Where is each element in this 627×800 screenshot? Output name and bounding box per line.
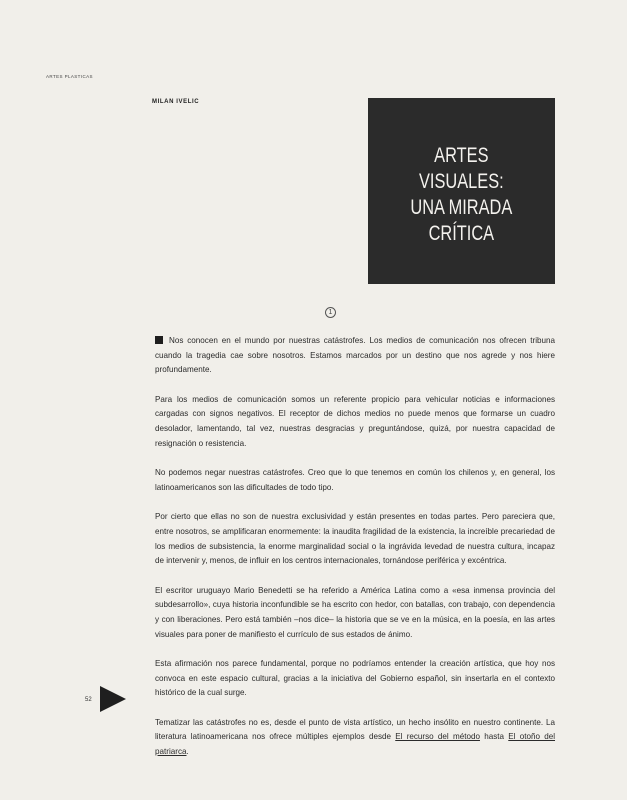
title-line: ARTES — [434, 144, 489, 167]
paragraph: Esta afirmación nos parece fundamental, porque no podríamos entender la creación artística, que hoy nos convoca en este espacio cultural, gracias a la iniciativa del Gobierno español, sin insertarla en el contexto histórico de la cual surge. — [155, 659, 555, 698]
title-line: UNA MIRADA — [410, 196, 513, 219]
paragraph-text: Nos conocen en el mundo por nuestras catástrofes. Los medios de comunicación nos ofrecen tribuna cuando la tragedia cae sobre nosotros. Estamos marcados por un destino que nos agrede y nos hiere profundamente. — [155, 336, 555, 375]
book-title: El recurso del método — [395, 732, 480, 742]
paragraph-text: Tematizar las catástrofes no es, desde el punto de vista artístico, un hecho insólito en nuestro continente. La literatura latinoamericana nos ofrece múltiples ejemplos desde — [155, 717, 555, 742]
paragraph: No podemos negar nuestras catástrofes. Creo que lo que tenemos en común los chilenos y, en general, los latinoamericanos son las dificultades de todo tipo. — [155, 468, 555, 492]
page-number: 52 — [85, 697, 92, 703]
title-line: VISUALES: — [419, 170, 504, 193]
section-label: ARTES PLASTICAS — [46, 74, 93, 79]
author-name: MILAN IVELIC — [152, 99, 200, 105]
paragraph: Para los medios de comunicación somos un referente propicio para vehicular noticias e informaciones cargadas con signos negativos. El receptor de dichos medios no puede menos que formarse un cuadro desolador, lamentando, tal vez, nuestras desgracias y preguntándose, quizá, por nuestra capacidad de resignación o resistencia. — [155, 394, 555, 448]
paragraph — [155, 716, 555, 760]
paragraph-text: hasta — [479, 732, 509, 742]
title-box — [368, 98, 555, 284]
title-line: CRÍTICA — [428, 222, 495, 245]
article-body — [155, 334, 555, 775]
paragraph: El escritor uruguayo Mario Benedetti se ha referido a América Latina como a «esa inmensa provincia del subdesarrollo», cuya historia inconfundible se ha escrito con hedor, con batallas, con trabajo, con dependencia y con liberaciones. Pero está también –nos dice– la historia que se ve en la música, en la poesía, en las artes visuales para poner de manifiesto el currículo de sus estados de ánimo. — [155, 585, 555, 639]
article-title — [411, 143, 513, 247]
square-bullet-icon — [155, 336, 163, 344]
paragraph — [155, 334, 555, 378]
paragraph-text: . — [186, 747, 189, 757]
section-marker: 1 — [325, 307, 336, 318]
next-page-arrow-icon — [100, 686, 126, 712]
book-title: El otoño del patriarca — [155, 732, 556, 757]
paragraph: Por cierto que ellas no son de nuestra exclusividad y están presentes en todas partes. Pero pareciera que, entre nosotros, se amplificaran enormemente: la inaudita fragilidad de la existencia, la increíble precariedad de los medios de subsistencia, la enorme marginalidad social o la ingrávida levedad de nuestra cultura, incapaz de intervenir y, menos, de influir en los centros internacionales, tornándose periférica y excéntrica. — [155, 512, 555, 566]
